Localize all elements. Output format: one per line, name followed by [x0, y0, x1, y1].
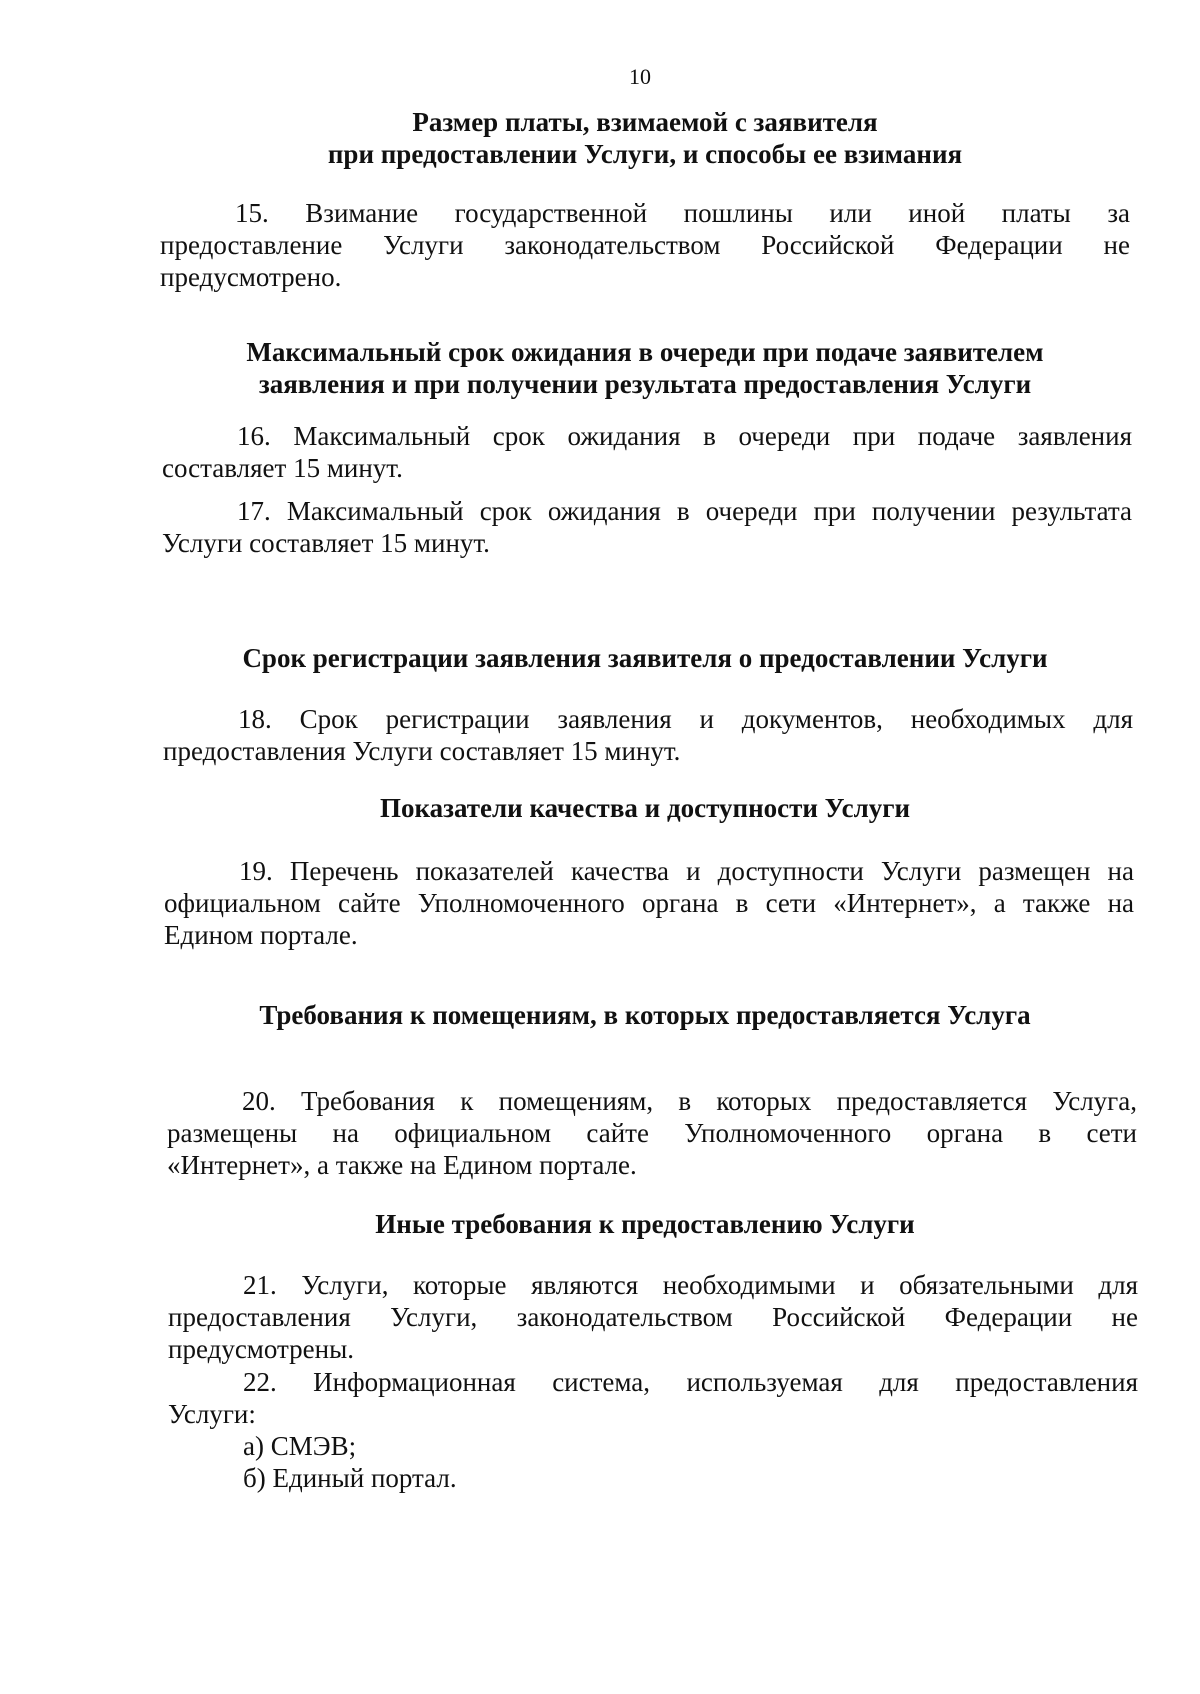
paragraph-line: Едином портале.: [164, 920, 358, 950]
page-number: 10: [629, 64, 651, 89]
heading-line: Срок регистрации заявления заявителя о предоставлении Услуги: [242, 643, 1048, 673]
paragraph-line: Услуги:: [168, 1399, 256, 1429]
paragraph-line: 19. Перечень показателей качества и доступности Услуги размещен на: [239, 856, 1134, 886]
paragraph-line: 20. Требования к помещениям, в которых предоставляется Услуга,: [242, 1086, 1137, 1116]
paragraph-19: [164, 855, 1134, 951]
paragraph-line: предусмотрено.: [160, 262, 342, 292]
paragraph-20: [167, 1085, 1137, 1181]
heading-line: Требования к помещениям, в которых предоставляется Услуга: [259, 1000, 1031, 1030]
heading-line: Иные требования к предоставлению Услуги: [375, 1209, 915, 1239]
section-heading-quality: [160, 792, 1130, 824]
heading-line: при предоставлении Услуги, и способы ее взимания: [327, 139, 963, 169]
paragraph-16: [162, 420, 1132, 484]
heading-line: Показатели качества и доступности Услуги: [379, 793, 911, 823]
paragraph-line: предоставление Услуги законодательством Российской Федерации не: [160, 230, 1130, 260]
paragraph-15: [160, 197, 1130, 293]
paragraph-line: «Интернет», а также на Едином портале.: [167, 1150, 637, 1180]
heading-line: Размер платы, взимаемой с заявителя: [412, 107, 878, 137]
paragraph-line: размещены на официальном сайте Уполномоченного органа в сети: [167, 1118, 1137, 1148]
paragraph-line: 18. Срок регистрации заявления и документов, необходимых для: [238, 704, 1133, 734]
paragraph-line: 22. Информационная система, используемая для предоставления: [243, 1367, 1138, 1397]
paragraph-line: предоставления Услуги, законодательством Российской Федерации не: [168, 1302, 1138, 1332]
list-item: б) Единый портал.: [243, 1463, 457, 1493]
section-heading-fee: [160, 106, 1130, 170]
paragraph-21: [168, 1269, 1138, 1365]
section-heading-registration: [160, 642, 1130, 674]
paragraph-line: составляет 15 минут.: [162, 453, 403, 483]
section-heading-queue-time: [160, 336, 1130, 400]
section-heading-premises: [160, 999, 1130, 1031]
paragraph-line: 15. Взимание государственной пошлины или иной платы за: [235, 198, 1130, 228]
paragraph-line: Услуги составляет 15 минут.: [162, 528, 490, 558]
paragraph-22: [168, 1366, 1138, 1494]
list-item: а) СМЭВ;: [243, 1431, 357, 1461]
paragraph-line: предусмотрены.: [168, 1334, 354, 1364]
paragraph-17: [162, 495, 1132, 559]
paragraph-line: 17. Максимальный срок ожидания в очереди при получении результата: [237, 496, 1132, 526]
paragraph-line: официальном сайте Уполномоченного органа в сети «Интернет», а также на: [164, 888, 1134, 918]
paragraph-line: предоставления Услуги составляет 15 минут.: [163, 736, 681, 766]
section-heading-other-requirements: [160, 1208, 1130, 1240]
paragraph-line: 21. Услуги, которые являются необходимыми и обязательными для: [243, 1270, 1138, 1300]
heading-line: Максимальный срок ожидания в очереди при подаче заявителем: [246, 337, 1044, 367]
heading-line: заявления и при получении результата предоставления Услуги: [258, 369, 1032, 399]
paragraph-18: [163, 703, 1133, 767]
paragraph-line: 16. Максимальный срок ожидания в очереди при подаче заявления: [237, 421, 1132, 451]
